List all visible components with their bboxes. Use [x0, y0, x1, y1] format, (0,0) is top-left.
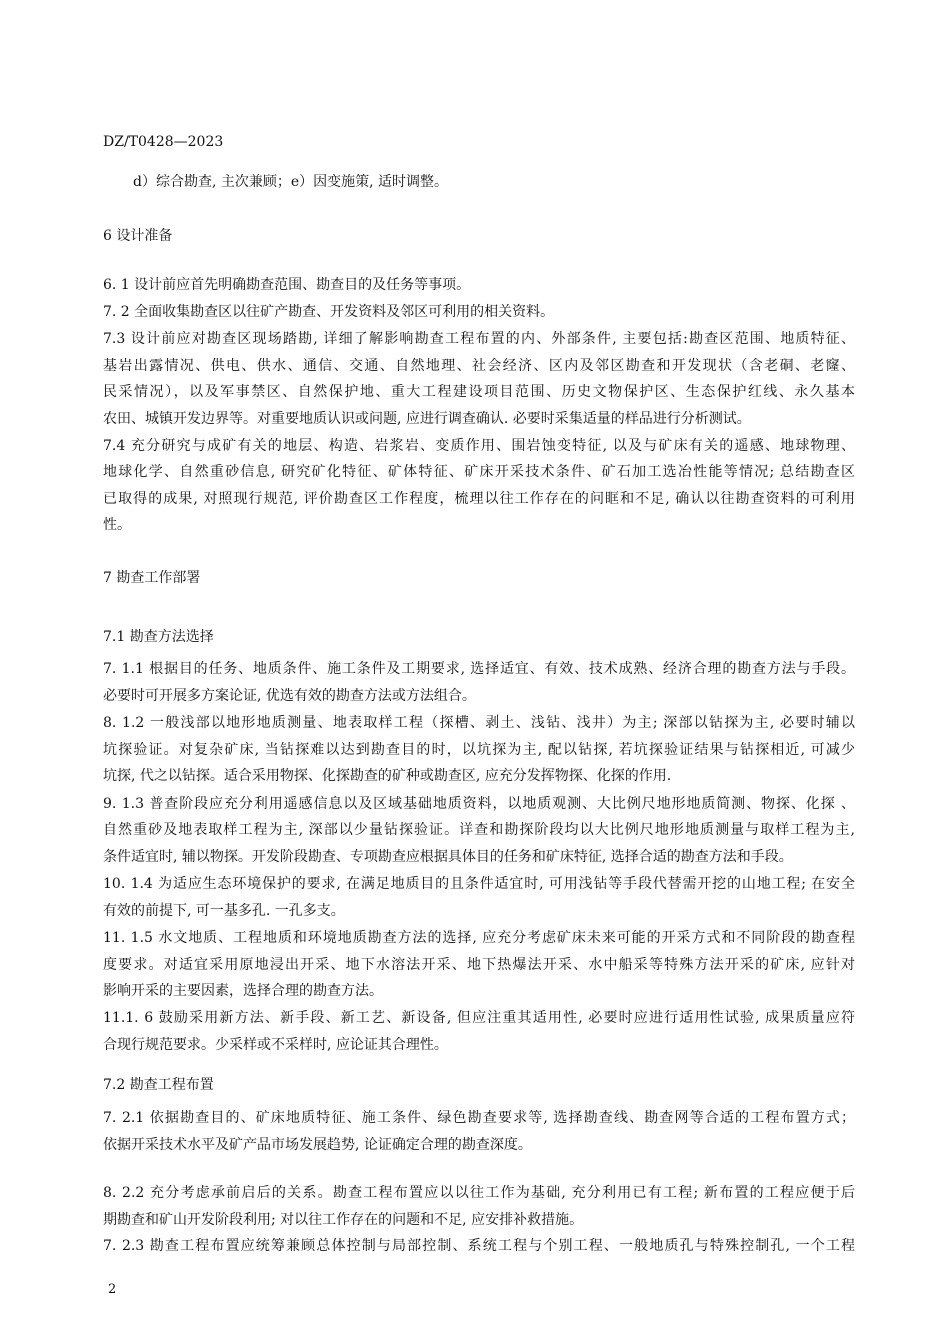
paragraph-7-1-4-line: 有效的前提下, 可一基多孔. 一孔多支。 [103, 903, 345, 919]
paragraph-7-1-5-line: 影响开采的主要因素，选择合理的勘查方法。 [103, 983, 383, 999]
paragraph-7-4-line: 性。 [103, 517, 131, 533]
paragraph-7-1-1-line: 必要时可开展多方案论证, 优选有效的勘查方法或方法组合。 [103, 688, 476, 704]
paragraph-7-4-line: 7.4 充分研究与成矿有关的地层、构造、岩浆岩、变质作用、围岩蚀变特征, 以及与矿床有关的遥感、地球物理、 [103, 438, 855, 454]
paragraph-7-3-line: 民采情况），以及军事禁区、自然保护地、重大工程建设项目范围、历史文物保护区、生态保护红线、永久基本 [103, 384, 855, 400]
paragraph-7-1-3-line: 条件适宜时, 辅以物探。开发阶段勘查、专项勘查应根据具体目的任务和矿床特征, 选择合适的勘查方法和手段。 [103, 849, 793, 865]
subsection-7-1-title: 7.1 勘查方法选择 [103, 629, 214, 645]
paragraph-7-3-line: 基岩出露情况、供电、供水、通信、交通、自然地理、社会经济、区内及邻区勘查和开发现状（含老硐、老窿、 [103, 358, 855, 374]
paragraph-7-1-2-line: 坑探验证。对复杂矿床, 当钻探难以达到勘查目的时，以坑探为主, 配以钻探, 若坑探验证结果与钻探相近, 可减少 [103, 742, 855, 758]
paragraph-7-2-3-line: 7. 2.3 勘查工程布置应统筹兼顾总体控制与局部控制、系统工程与个别工程、一般地质孔与特殊控制孔, 一个工程 [103, 1238, 855, 1254]
paragraph-7-1-2-line: 坑探, 代之以钻探。适合采用物探、化探勘查的矿种或勘查区, 应充分发挥物探、化探的作用. [103, 768, 672, 784]
paragraph-7-2-2-line: 8. 2.2 充分考虑承前启后的关系。勘查工程布置应以以往工作为基础, 充分利用已有工程; 新布置的工程应便于后 [103, 1185, 855, 1201]
paragraph-7-2-2-line: 期勘查和矿山开发阶段利用; 对以往工作存在的问题和不足, 应安排补救措施。 [103, 1212, 584, 1228]
paragraph-7-1-4-line: 10. 1.4 为适应生态环境保护的要求, 在满足地质目的且条件适宜时, 可用浅钻等手段代替需开挖的山地工程; 在安全 [103, 876, 855, 892]
paragraph-7-4-line: 地球化学、自然重砂信息, 研究矿化特征、矿体特征、矿床开采技术条件、矿石加工选冶性能等情况; 总结勘查区 [103, 464, 855, 480]
paragraph-6-1: 6. 1 设计前应首先明确勘查范围、勘查目的及任务等事项。 [103, 277, 471, 293]
paragraph-6-2: 7. 2 全面收集勘查区以往矿产勘查、开发资料及邻区可利用的相关资料。 [103, 304, 555, 320]
section-6-title: 6 设计准备 [103, 228, 173, 244]
paragraph-7-1-2-line: 8. 1.2 一般浅部以地形地质测量、地表取样工程（探槽、剥土、浅钻、浅井）为主; 深部以钻探为主, 必要时辅以 [103, 715, 855, 731]
paragraph-7-1-3-line: 自然重砂及地表取样工程为主, 深部以少量钻探验证。详查和勘探阶段均以大比例尺地形地质测量与取样工程为主, [103, 822, 855, 838]
subsection-7-2-title: 7.2 勘查工程布置 [103, 1077, 214, 1093]
intro-line: d）综合勘查, 主次兼顾；e）因变施策, 适时调整。 [133, 174, 449, 190]
section-7-title: 7 勘查工作部署 [103, 570, 201, 586]
paragraph-7-3-line: 农田、城镇开发边界等。对重要地质认识或问题, 应进行调查确认. 必要时采集适量的样品进行分析测试。 [103, 411, 751, 427]
paragraph-7-1-5-line: 度要求。对适宜采用原地浸出开采、地下水溶法开采、地下热爆法开采、水中船采等特殊方法开采的矿床, 应针对 [103, 957, 855, 973]
paragraph-7-2-1-line: 依据开采技术水平及矿产品市场发展趋势, 论证确定合理的勘查深度。 [103, 1137, 532, 1153]
paragraph-7-1-6-line: 合现行规范要求。少采样或不采样时, 应论证其合理性。 [103, 1037, 448, 1053]
paragraph-7-1-1-line: 7. 1.1 根据目的任务、地质条件、施工条件及工期要求, 选择适宜、有效、技术成熟、经济合理的勘查方法与手段。 [103, 661, 855, 677]
paragraph-7-1-6-line: 11.1. 6 鼓励采用新方法、新手段、新工艺、新设备, 但应注重其适用性, 必要时应进行适用性试验, 成果质量应符 [103, 1010, 855, 1026]
paragraph-7-3-line: 7.3 设计前应对勘查区现场踏勘, 详细了解影响勘查工程布置的内、外部条件, 主要包括:勘查区范围、地质特征、 [103, 331, 855, 347]
standard-code: DZ/T0428—2023 [103, 134, 224, 150]
paragraph-7-1-5-line: 11. 1.5 水文地质、工程地质和环境地质勘查方法的选择, 应充分考虑矿床未来可能的开采方式和不同阶段的勘查程 [103, 930, 855, 946]
paragraph-7-2-1-line: 7. 2.1 依据勘查目的、矿床地质特征、施工条件、绿色勘查要求等, 选择勘查线、勘查网等合适的工程布置方式； [103, 1110, 855, 1126]
paragraph-7-4-line: 已取得的成果, 对照现行规范, 评价勘查区工作程度，梳理以往工作存在的问眶和不足, 确认以往勘查资料的可利用 [103, 491, 855, 507]
page-number: 2 [108, 1282, 117, 1297]
paragraph-7-1-3-line: 9. 1.3 普查阶段应充分利用遥感信息以及区域基础地质资料，以地质观测、大比例尺地形地质简测、物探、化探 、 [103, 796, 855, 812]
